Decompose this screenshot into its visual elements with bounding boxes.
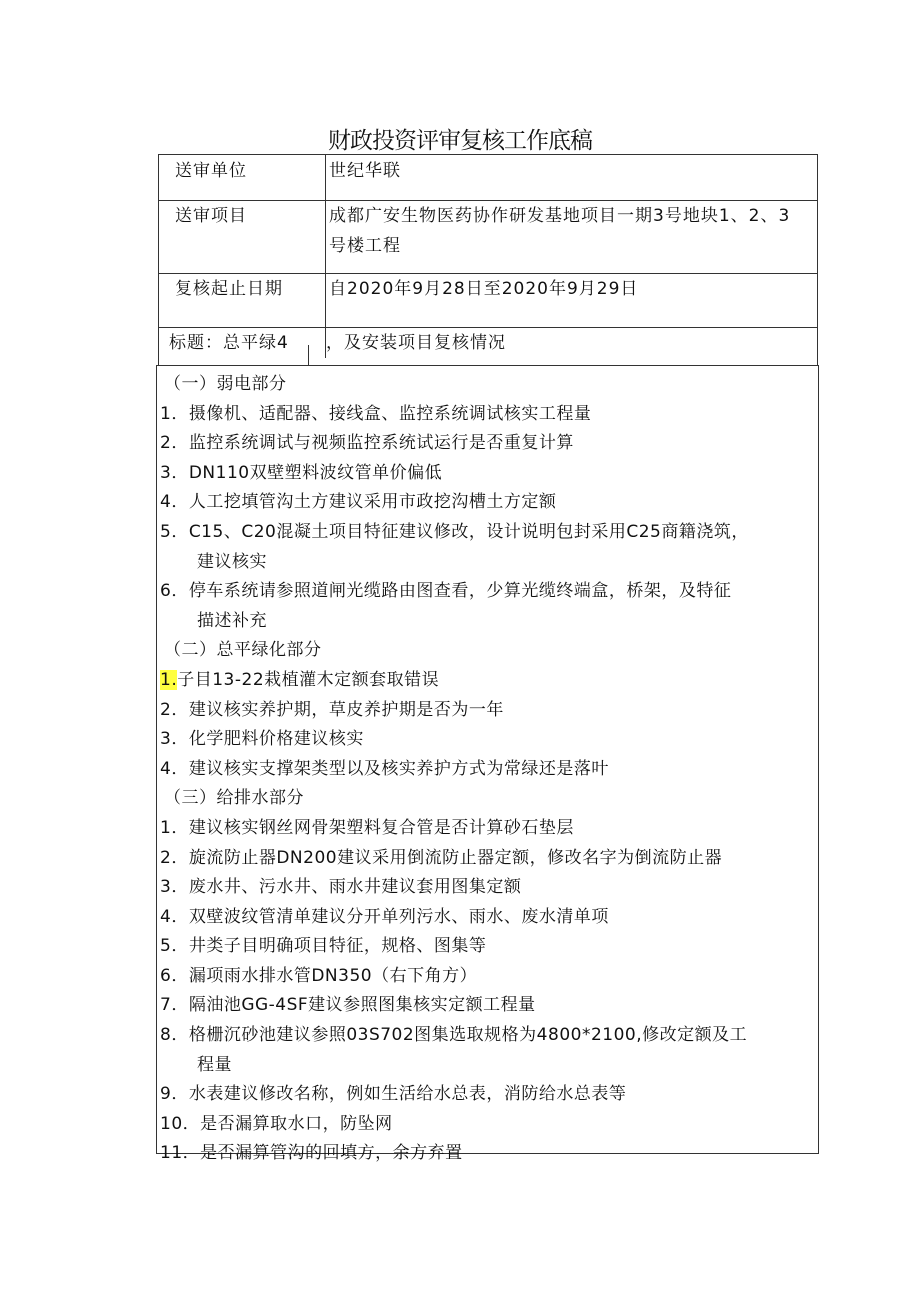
list-item: 11．是否漏算管沟的回填方，余方弃置 [160, 1143, 463, 1164]
list-item: 9．水表建议修改名称，例如生活给水总表，消防给水总表等 [160, 1084, 627, 1105]
list-item-continuation: 程量 [197, 1054, 232, 1075]
list-item: 4．人工挖填管沟土方建议采用市政挖沟槽土方定额 [160, 492, 557, 513]
list-item: 1．摄像机、适配器、接线盒、监控系统调试核实工程量 [160, 403, 592, 424]
list-item: 7．隔油池GG-4SF建议参照图集核实定额工程量 [160, 995, 536, 1016]
project-label: 送审项目 [159, 201, 326, 274]
row-unit [159, 155, 818, 201]
list-item-text: 子目13-22栽植灌木定额套取错误 [177, 669, 440, 690]
review-content-box [156, 365, 819, 1164]
list-item: 8．格栅沉砂池建议参照03S702图集选取规格为4800*2100,修改定额及工 [160, 1025, 748, 1046]
table-edge-mid [308, 345, 309, 365]
project-value [326, 201, 818, 274]
highlighted-number: 1. [160, 669, 178, 690]
list-item: 4．双壁波纹管清单建议分开单列污水、雨水、废水清单项 [160, 906, 609, 927]
list-item-continuation: 描述补充 [197, 610, 267, 631]
date-value: 自2020年9月28日至2020年9月29日 [326, 274, 818, 328]
row-project [159, 201, 818, 274]
list-item [160, 666, 815, 696]
list-item: 3．化学肥料价格建议核实 [160, 729, 364, 750]
project-value-line2: 号楼工程 [329, 236, 401, 256]
project-value-line1: 成都广安生物医药协作研发基地项目一期3号地块1、2、3 [329, 206, 791, 226]
list-item: 1．建议核实钢丝网骨架塑料复合管是否计算砂石垫层 [160, 817, 574, 838]
table-edge-right [817, 345, 818, 365]
page-title: 财政投资评审复核工作底稿 [328, 128, 592, 154]
subject-label: 标题：总平绿4 [159, 328, 326, 359]
review-list [160, 370, 815, 1169]
list-item: 5．井类子目明确项目特征，规格、图集等 [160, 936, 487, 957]
list-item: 10．是否漏算取水口，防坠网 [160, 1113, 393, 1134]
list-item: 3．DN110双壁塑料波纹管单价偏低 [160, 462, 443, 483]
section-heading-weak-current: （一）弱电部分 [164, 374, 287, 394]
list-item: 2．建议核实养护期，草皮养护期是否为一年 [160, 699, 504, 720]
date-label: 复核起止日期 [159, 274, 326, 328]
row-subject [159, 328, 818, 359]
list-item: 5．C15、C20混凝土项目特征建议修改，设计说明包封采用C25商籍浇筑， [160, 521, 749, 542]
list-item: 2．旋流防止器DN200建议采用倒流防止器定额，修改名字为倒流防止器 [160, 847, 723, 868]
section-heading-water: （三）给排水部分 [164, 788, 304, 809]
table-edge-left [158, 345, 159, 365]
unit-label: 送审单位 [159, 155, 326, 201]
list-item: 2．监控系统调试与视频监控系统试运行是否重复计算 [160, 433, 574, 454]
subject-value: ，及安装项目复核情况 [326, 328, 818, 359]
section-heading-greening: （二）总平绿化部分 [164, 640, 322, 661]
row-date [159, 274, 818, 328]
list-item: 3．废水井、污水井、雨水井建议套用图集定额 [160, 877, 522, 898]
list-item: 4．建议核实支撑架类型以及核实养护方式为常绿还是落叶 [160, 758, 609, 779]
list-item-continuation: 建议核实 [197, 551, 267, 572]
list-item: 6．停车系统请参照道闸光缆路由图查看，少算光缆终端盒，桥架，及特征 [160, 581, 732, 602]
list-item: 6．漏项雨水排水管DN350（右下角方） [160, 965, 478, 986]
unit-value: 世纪华联 [326, 155, 818, 201]
info-table [158, 154, 818, 358]
